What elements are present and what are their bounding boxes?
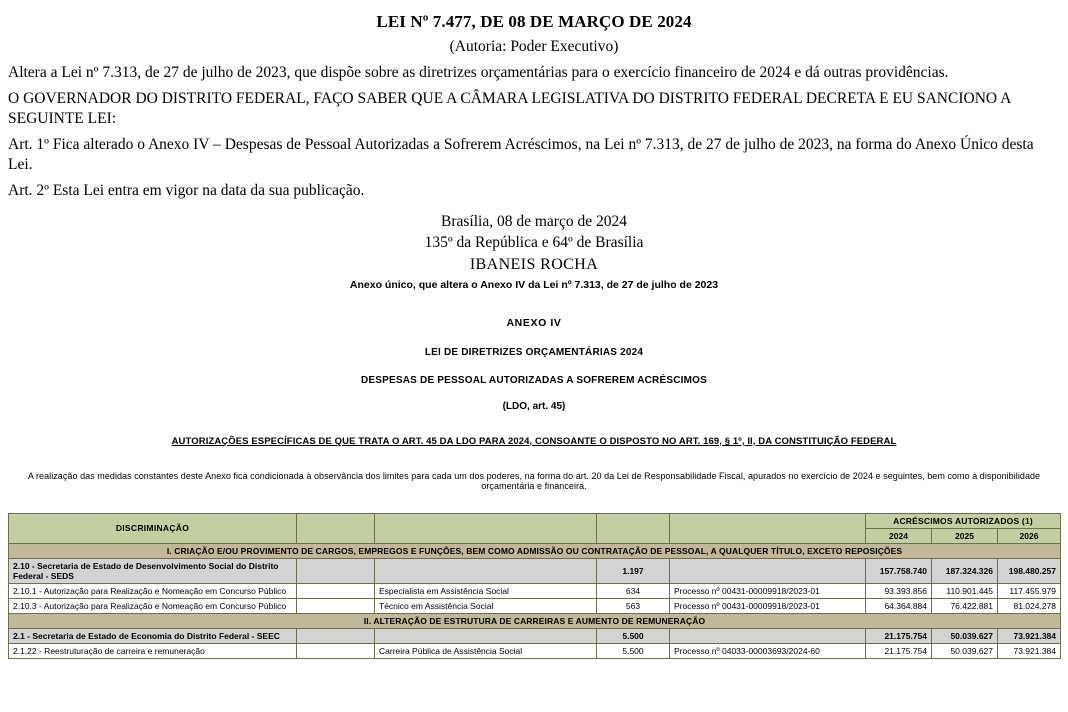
article-1: Art. 1º Fica alterado o Anexo IV – Despesas de Pessoal Autorizadas a Sofrerem Acréscimos, na Lei nº 7.313, de 27 de julho de 2023, na forma do Anexo Único desta Lei. — [8, 136, 1034, 173]
section-title-row — [9, 613, 1061, 628]
section-title-2: II. ALTERAÇÃO DE ESTRUTURA DE CARREIRAS E AUMENTO DE REMUNERAÇÃO — [9, 613, 1061, 628]
row-label: 2.1 - Secretaria de Estado de Economia do Distrito Federal - SEEC — [9, 628, 297, 643]
table-header-row-1 — [9, 513, 1061, 528]
row-label: 2.10 - Secretaria de Estado de Desenvolvimento Social do Distrito Federal - SEDS — [9, 558, 297, 583]
row-value-2025: 76.422.881 — [932, 598, 998, 613]
header-blank-2 — [375, 513, 597, 543]
row-value-2024: 21.175.754 — [866, 643, 932, 658]
header-year-2025: 2025 — [932, 528, 998, 543]
republic-line: 135º da República e 64º de Brasília — [424, 234, 644, 252]
row-value-2025: 50.039.627 — [932, 643, 998, 658]
table-row — [9, 558, 1061, 583]
annex-note: Anexo único, que altera o Anexo IV da Lei nº 7.313, de 27 de julho de 2023 — [349, 278, 719, 291]
row-value-2026: 81.024.278 — [998, 598, 1061, 613]
place-date: Brasília, 08 de março de 2024 — [441, 213, 627, 231]
row-quantity: 5.500 — [597, 628, 670, 643]
row-quantity: 1.197 — [597, 558, 670, 583]
header-acrescimos: ACRÉSCIMOS AUTORIZADOS (1) — [866, 513, 1061, 528]
annex-subtitle-ldo: LEI DE DIRETRIZES ORÇAMENTÁRIAS 2024 — [424, 346, 644, 358]
row-value-2024: 64.364.884 — [866, 598, 932, 613]
annex-table — [8, 513, 1061, 659]
row-blank — [297, 643, 375, 658]
header-blank-3 — [597, 513, 670, 543]
row-value-2025: 187.324.326 — [932, 558, 998, 583]
row-value-2024: 157.758.740 — [866, 558, 932, 583]
row-process — [670, 558, 866, 583]
row-career: Especialista em Assistência Social — [375, 583, 597, 598]
header-year-2026: 2026 — [998, 528, 1061, 543]
section-title-1: I. CRIAÇÃO E/OU PROVIMENTO DE CARGOS, EMPREGOS E FUNÇÕES, BEM COMO ADMISSÃO OU CONTRATAÇÃO DE PESSOAL, A QUALQUER TÍTULO, EXCETO REPOSIÇÕES — [9, 543, 1061, 558]
section-title-row — [9, 543, 1061, 558]
row-value-2026: 117.455.979 — [998, 583, 1061, 598]
table-row — [9, 643, 1061, 658]
row-label: 2.1.22 - Reestruturação de carreira e remuneração — [9, 643, 297, 658]
article-2: Art. 2º Esta Lei entra em vigor na data da sua publicação. — [8, 181, 365, 199]
header-blank-4 — [670, 513, 866, 543]
row-quantity: 563 — [597, 598, 670, 613]
row-quantity: 5.500 — [597, 643, 670, 658]
row-process: Processo nº 00431-00009918/2023-01 — [670, 583, 866, 598]
document-author: (Autoria: Poder Executivo) — [449, 38, 619, 55]
observation-line: A realização das medidas constantes deste Anexo fica condicionada à observância dos limites para cada um dos poderes, na forma do art. 20 da Lei de Responsabilidade Fiscal, apurados no exercício de 2024 e seguintes, bem como à disponibilidade orçamentária e financeira. — [27, 470, 1041, 491]
row-blank — [297, 558, 375, 583]
row-quantity: 634 — [597, 583, 670, 598]
row-process: Processo nº 00431-00009918/2023-01 — [670, 598, 866, 613]
page-title: LEI Nº 7.477, DE 08 DE MARÇO DE 2024 — [376, 12, 692, 31]
row-blank — [297, 628, 375, 643]
table-row — [9, 583, 1061, 598]
row-career — [375, 558, 597, 583]
row-label: 2.10.3 - Autorização para Realização e Nomeação em Concurso Público — [9, 598, 297, 613]
row-value-2024: 93.393.856 — [866, 583, 932, 598]
table-row — [9, 598, 1061, 613]
header-year-2024: 2024 — [866, 528, 932, 543]
row-value-2025: 50.039.627 — [932, 628, 998, 643]
row-blank — [297, 583, 375, 598]
row-value-2024: 21.175.754 — [866, 628, 932, 643]
enacting-clause: O GOVERNADOR DO DISTRITO FEDERAL, FAÇO SABER QUE A CÂMARA LEGISLATIVA DO DISTRITO FEDERAL DECRETA E EU SANCIONO A SEGUINTE LEI: — [8, 90, 1011, 127]
row-career: Técnico em Assistência Social — [375, 598, 597, 613]
authorization-line: AUTORIZAÇÕES ESPECÍFICAS DE QUE TRATA O ART. 45 DA LDO PARA 2024, CONSOANTE O DISPOSTO NO ART. 169, § 1º, II, DA CONSTITUIÇÃO FEDERAL — [171, 435, 897, 447]
row-value-2026: 73.921.384 — [998, 643, 1061, 658]
row-value-2026: 198.480.257 — [998, 558, 1061, 583]
header-discriminacao: DISCRIMINAÇÃO — [9, 513, 297, 543]
signature-block — [8, 212, 1060, 275]
document-summary: Altera a Lei nº 7.313, de 27 de julho de 2023, que dispõe sobre as diretrizes orçamentárias para o exercício financeiro de 2024 e dá outras providências. — [8, 64, 949, 81]
row-blank — [297, 598, 375, 613]
annex-heading: ANEXO IV — [506, 316, 562, 329]
row-label: 2.10.1 - Autorização para Realização e Nomeação em Concurso Público — [9, 583, 297, 598]
table-row — [9, 628, 1061, 643]
annex-subtitle-artigo: (LDO, art. 45) — [502, 400, 566, 412]
row-process: Processo nº 04033-00003693/2024-60 — [670, 643, 866, 658]
row-value-2025: 110.901.445 — [932, 583, 998, 598]
row-career: Carreira Pública de Assistência Social — [375, 643, 597, 658]
signatory-name: IBANEIS ROCHA — [469, 256, 599, 274]
header-blank-1 — [297, 513, 375, 543]
row-process — [670, 628, 866, 643]
row-value-2026: 73.921.384 — [998, 628, 1061, 643]
annex-subtitle-despesas: DESPESAS DE PESSOAL AUTORIZADAS A SOFREREM ACRÉSCIMOS — [360, 374, 707, 386]
row-career — [375, 628, 597, 643]
